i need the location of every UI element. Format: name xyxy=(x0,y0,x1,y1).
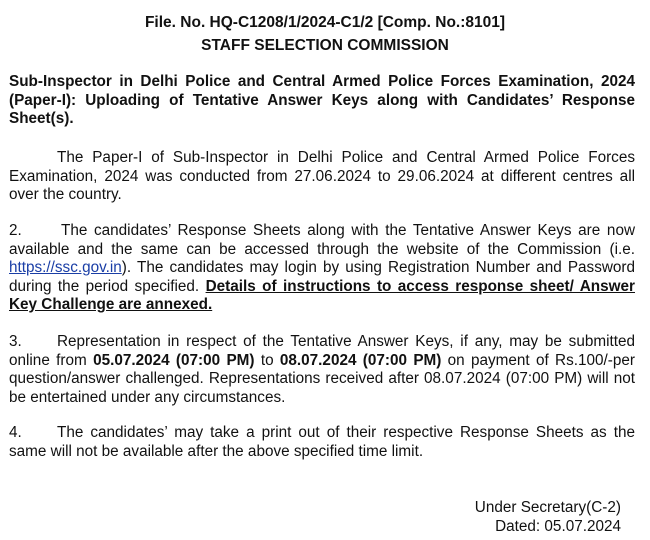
paragraph-2 xyxy=(9,222,635,315)
paragraph-2-text-b: ). The candidates may login by using Registration Number and Password during the period specified. xyxy=(9,259,635,295)
signatory-designation: Under Secretary(C-2) xyxy=(474,499,621,516)
paragraph-1-text: The Paper-I of Sub-Inspector in Delhi Police and Central Armed Police Forces Examination, 2024 was conducted from 27.06.2024 to 29.06.2024 at different centres all over the country. xyxy=(9,149,635,203)
challenge-end-datetime: 08.07.2024 (07:00 PM) xyxy=(279,351,442,369)
paragraph-4 xyxy=(9,424,635,461)
ssc-website-link[interactable]: https://ssc.gov.in xyxy=(9,259,122,276)
paragraph-1 xyxy=(9,149,635,205)
challenge-start-datetime: 05.07.2024 (07:00 PM) xyxy=(93,351,255,369)
paragraph-3-text-a: Representation in respect of the Tentative Answer Keys, if any, may be submitted online from xyxy=(9,333,635,369)
subject-heading: Sub-Inspector in Delhi Police and Central Armed Police Forces Examination, 2024 (Paper-I): Uploading of Tentative Answer Keys along with Candidates’ Response Sheet(s). xyxy=(9,73,635,127)
paragraph-3-text-b: to xyxy=(254,351,280,369)
paragraph-3-text-c: on payment of Rs.100/-per question/answer challenged. Representations received after 08.07.2024 (07:00 PM) will not be entertained under any circumstances. xyxy=(9,351,635,406)
file-number: File. No. HQ-C1208/1/2024-C1/2 [Comp. No.:8101] xyxy=(144,14,506,31)
paragraph-2-text-a: The candidates’ Response Sheets along with the Tentative Answer Keys are now available and the same can be accessed through the website of the Commission (i.e. xyxy=(9,222,635,258)
paragraph-4-text: The candidates’ may take a print out of their respective Response Sheets as the same will not be available after the above specified time limit. xyxy=(9,424,635,460)
paragraph-3 xyxy=(9,333,635,407)
paragraph-2-number: 2. xyxy=(9,222,22,239)
paragraph-3-number: 3. xyxy=(9,333,22,350)
organization-title: STAFF SELECTION COMMISSION xyxy=(201,37,449,54)
signature-date: Dated: 05.07.2024 xyxy=(495,518,621,535)
paragraph-4-number: 4. xyxy=(9,424,22,441)
annexure-instructions-note: Details of instructions to access response sheet/ Answer Key Challenge are annexed. xyxy=(9,277,635,313)
